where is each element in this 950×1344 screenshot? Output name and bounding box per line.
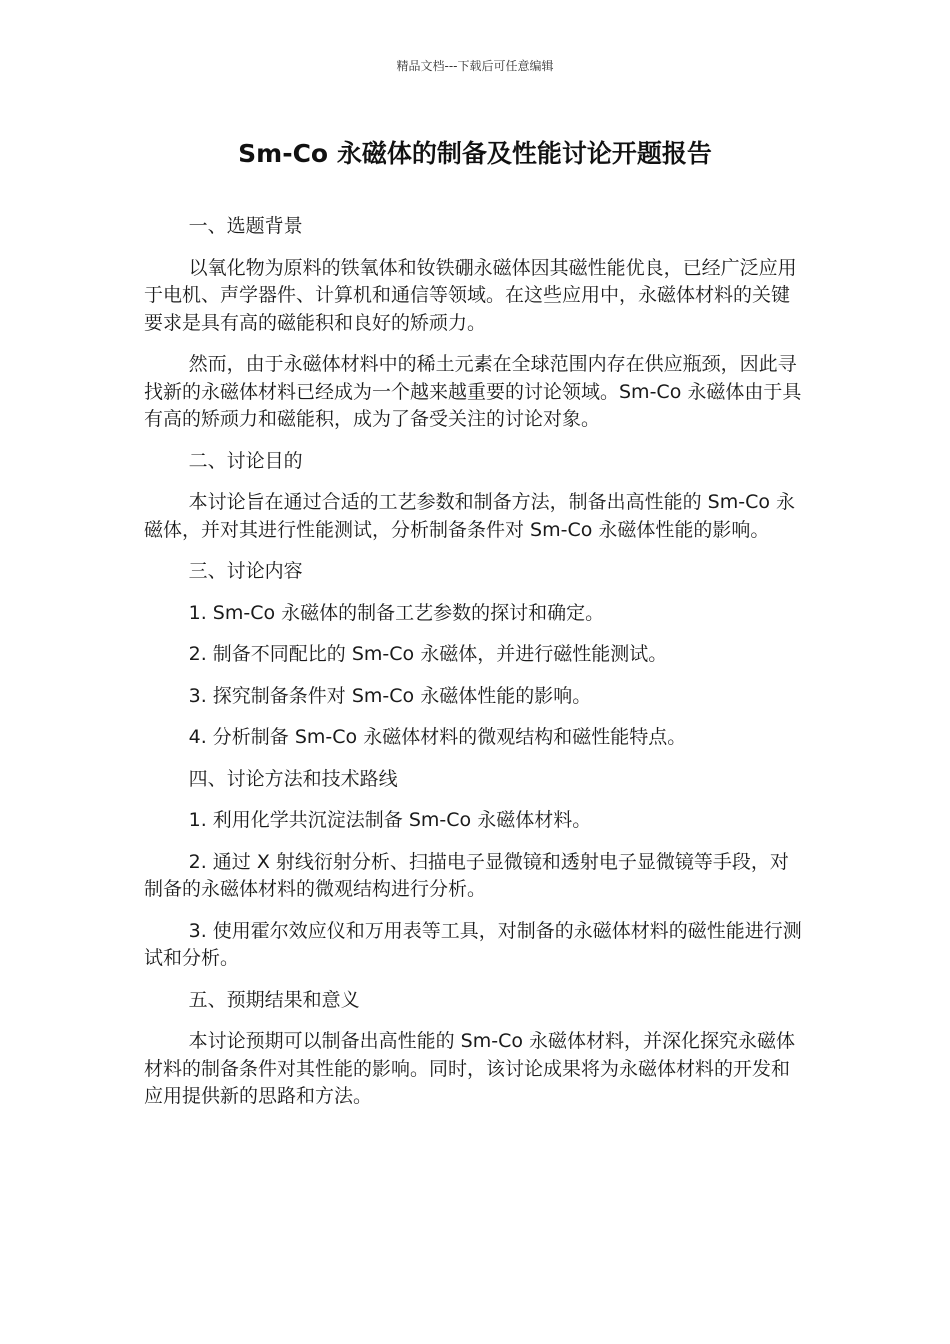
section-heading-methods: 四、讨论方法和技术路线 bbox=[188, 767, 398, 790]
list-item: 3. 使用霍尔效应仪和万用表等工具，对制备的永磁体材料的磁性能进行测试和分析。 bbox=[144, 919, 802, 969]
paragraph: 本讨论旨在通过合适的工艺参数和制备方法，制备出高性能的 Sm-Co 永磁体，并对其进行性能测试，分析制备条件对 Sm-Co 永磁体性能的影响。 bbox=[144, 491, 796, 541]
list-item: 2. 制备不同配比的 Sm-Co 永磁体，并进行磁性能测试。 bbox=[188, 643, 668, 665]
section-heading-content: 三、讨论内容 bbox=[188, 560, 303, 582]
section-heading-background: 一、选题背景 bbox=[188, 215, 303, 237]
document-title: Sm-Co 永磁体的制备及性能讨论开题报告 bbox=[238, 139, 712, 168]
paragraph: 本讨论预期可以制备出高性能的 Sm-Co 永磁体材料，并深化探究永磁体材料的制备条件对其性能的影响。同时，该讨论成果将为永磁体材料的开发和应用提供新的思路和方法。 bbox=[144, 1030, 796, 1107]
paragraph: 然而，由于永磁体材料中的稀土元素在全球范围内存在供应瓶颈，因此寻找新的永磁体材料已经成为一个越来越重要的讨论领域。Sm-Co 永磁体由于具有高的矫顽力和磁能积，成为了备受关注的讨论对象。 bbox=[144, 353, 802, 430]
document-body bbox=[144, 213, 806, 1125]
paragraph: 以氧化物为原料的铁氧体和钕铁硼永磁体因其磁性能优良，已经广泛应用于电机、声学器件、计算机和通信等领域。在这些应用中，永磁体材料的关键要求是具有高的磁能积和良好的矫顽力。 bbox=[144, 256, 797, 334]
list-item: 1. Sm-Co 永磁体的制备工艺参数的探讨和确定。 bbox=[188, 601, 605, 624]
list-item: 2. 通过 X 射线衍射分析、扫描电子显微镜和透射电子显微镜等手段，对制备的永磁体材料的微观结构进行分析。 bbox=[144, 850, 789, 900]
list-item: 4. 分析制备 Sm-Co 永磁体材料的微观结构和磁性能特点。 bbox=[188, 726, 687, 748]
list-item: 1. 利用化学共沉淀法制备 Sm-Co 永磁体材料。 bbox=[188, 809, 592, 831]
header-note: 精品文档---下载后可任意编辑 bbox=[396, 59, 554, 73]
section-heading-purpose: 二、讨论目的 bbox=[188, 449, 303, 472]
list-item: 3. 探究制备条件对 Sm-Co 永磁体性能的影响。 bbox=[188, 684, 592, 707]
section-heading-expected-results: 五、预期结果和意义 bbox=[188, 988, 360, 1011]
